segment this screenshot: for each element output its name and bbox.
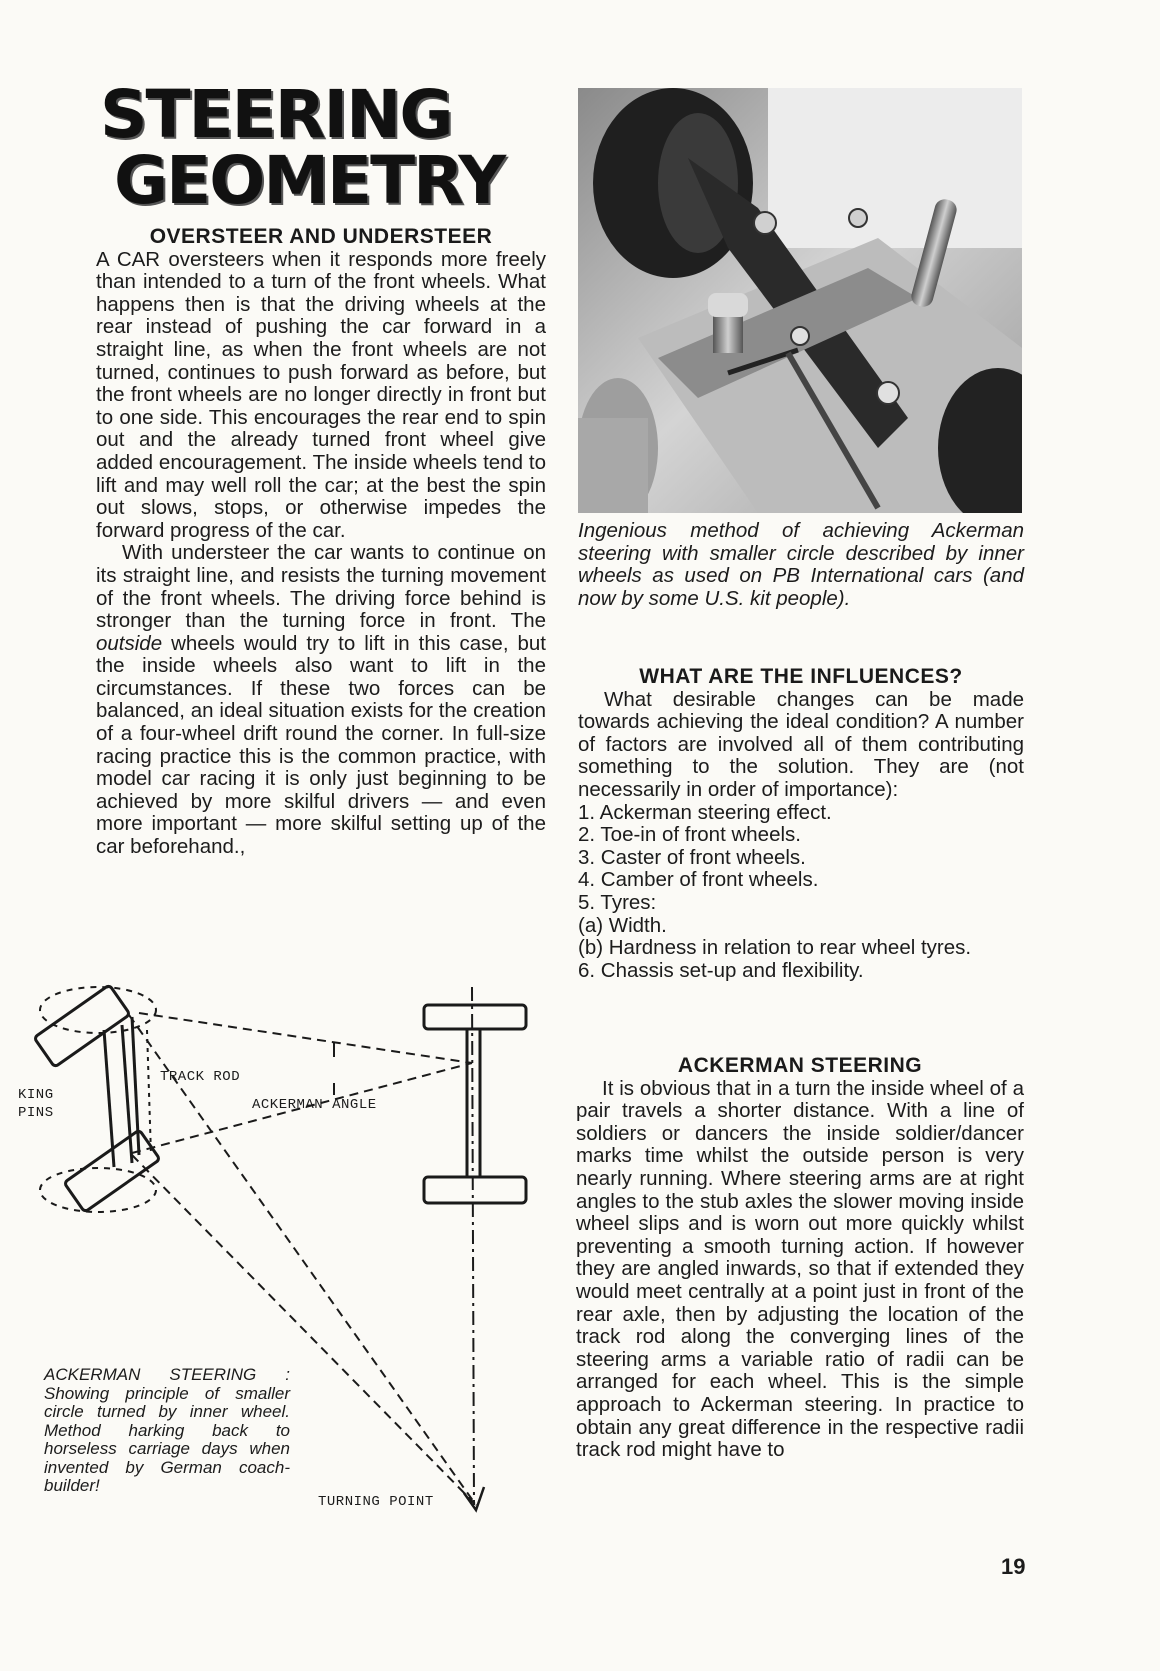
king-pins-label-1: KING: [18, 1087, 54, 1103]
list-item: 3. Caster of front wheels.: [578, 845, 806, 869]
list-item: 5. Tyres:: [578, 890, 657, 914]
stub-axle-assembly: [104, 1017, 139, 1167]
understeer-text-b: wheels would try to lift in this case, but the inside wheels also want to lift in the circumstances. If these two forces can be balanced, an ideal situation exists for the creation of a four-wheel drift round the corner. In full-size racing practice this is the common practice, with model car racing it is only just beginning to be achieved by more skilful drivers — and even more important — more skilful setting up of the car beforehand.,: [96, 631, 546, 859]
influences-section: [578, 666, 1024, 982]
turning-point-label: TURNING POINT: [318, 1494, 434, 1510]
article-title: [100, 76, 560, 219]
list-item: (a) Width.: [578, 913, 667, 937]
list-item: 6. Chassis set-up and flexibility.: [578, 958, 864, 982]
centre-line: [472, 987, 474, 1505]
title-line-2: GEOMETRY: [114, 142, 505, 219]
ackerman-section: [576, 1055, 1024, 1462]
understeer-paragraph: [96, 542, 546, 858]
oversteer-paragraph: A CAR oversteers when it responds more freely than intended to a turn of the front wheels. What happens then is that the driving wheels at the rear instead of pushing the car forward in a straight line, as when the front wheels are not turned, continues to push forward as before, but the front wheels are no longer directly in front but to one side. This encourages the rear end to spin out and the already turned front wheel give added encouragement. The inside wheels tend to lift and may well roll the car; at the best the spin out slows, stops, or otherwise impedes the forward progress of the car.: [96, 247, 546, 542]
title-line-1: STEERING: [100, 76, 452, 153]
ackerman-paragraph: It is obvious that in a turn the inside wheel of a pair travels a shorter distance. With a line of soldiers or dancers the inside soldier/dancer marks time whilst the outside person is very nearly running. Where steering arms are at right angles to the stub axles the slower moving inside wheel slips and is worn out more quickly whilst preventing a smooth turning action. If however they are angled inwards, so that if extended they would meet centrally at a point just in front of the rear axle, then by adjusting the location of the track rod along the converging lines of the steering arms a variable ratio of radii can be arranged for each wheel. This is the simple approach to Ackerman steering. In practice to obtain any great difference in the respective radii track rod might have to: [576, 1076, 1024, 1462]
steering-photo: [578, 88, 1022, 513]
turning-point-arrow: [464, 1487, 484, 1510]
influences-intro: What desirable changes can be made towards achieving the ideal condition? A number of factors are involved all of them contributing something to the solution. They are (not necessarily in order of importance):: [578, 687, 1024, 801]
photo-caption: Ingenious method of achieving Ackerman steering with smaller circle described by inner wheels as used on PB International cars (and now by some U.S. kit people).: [578, 519, 1024, 610]
list-item: 1. Ackerman steering effect.: [578, 800, 832, 824]
section-heading-influences: WHAT ARE THE INFLUENCES?: [639, 665, 963, 688]
diagram-caption: ACKERMAN STEERING : Showing principle of smaller circle turned by inner wheel. Method harking back to horseless carriage days when invented by German coach-builder!: [44, 1365, 290, 1495]
list-item: 4. Camber of front wheels.: [578, 868, 819, 892]
king-pins-label-2: PINS: [18, 1105, 54, 1121]
understeer-text-a: With understeer the car wants to continue on its straight line, and resists the turning movement of the front wheels. The driving force behind is stronger than the turning force in front. The: [96, 541, 546, 633]
track-rod-label: TRACK ROD: [160, 1069, 241, 1085]
list-item: 2. Toe-in of front wheels.: [578, 823, 801, 847]
rear-axle: [424, 1005, 526, 1203]
track-rod-line: [147, 1030, 151, 1155]
steering-photo-image: [578, 88, 1022, 513]
ackerman-angle-label: ACKERMAN ANGLE: [252, 1097, 377, 1113]
list-item: (b) Hardness in relation to rear wheel tyres.: [578, 936, 972, 960]
left-column: [96, 226, 546, 859]
section-heading-oversteer: OVERSTEER AND UNDERSTEER: [149, 225, 493, 248]
section-heading-ackerman: ACKERMAN STEERING: [677, 1054, 923, 1077]
influences-list: [578, 802, 1024, 983]
page-number: 19: [1001, 1554, 1026, 1579]
understeer-emphasis: outside: [96, 631, 163, 655]
